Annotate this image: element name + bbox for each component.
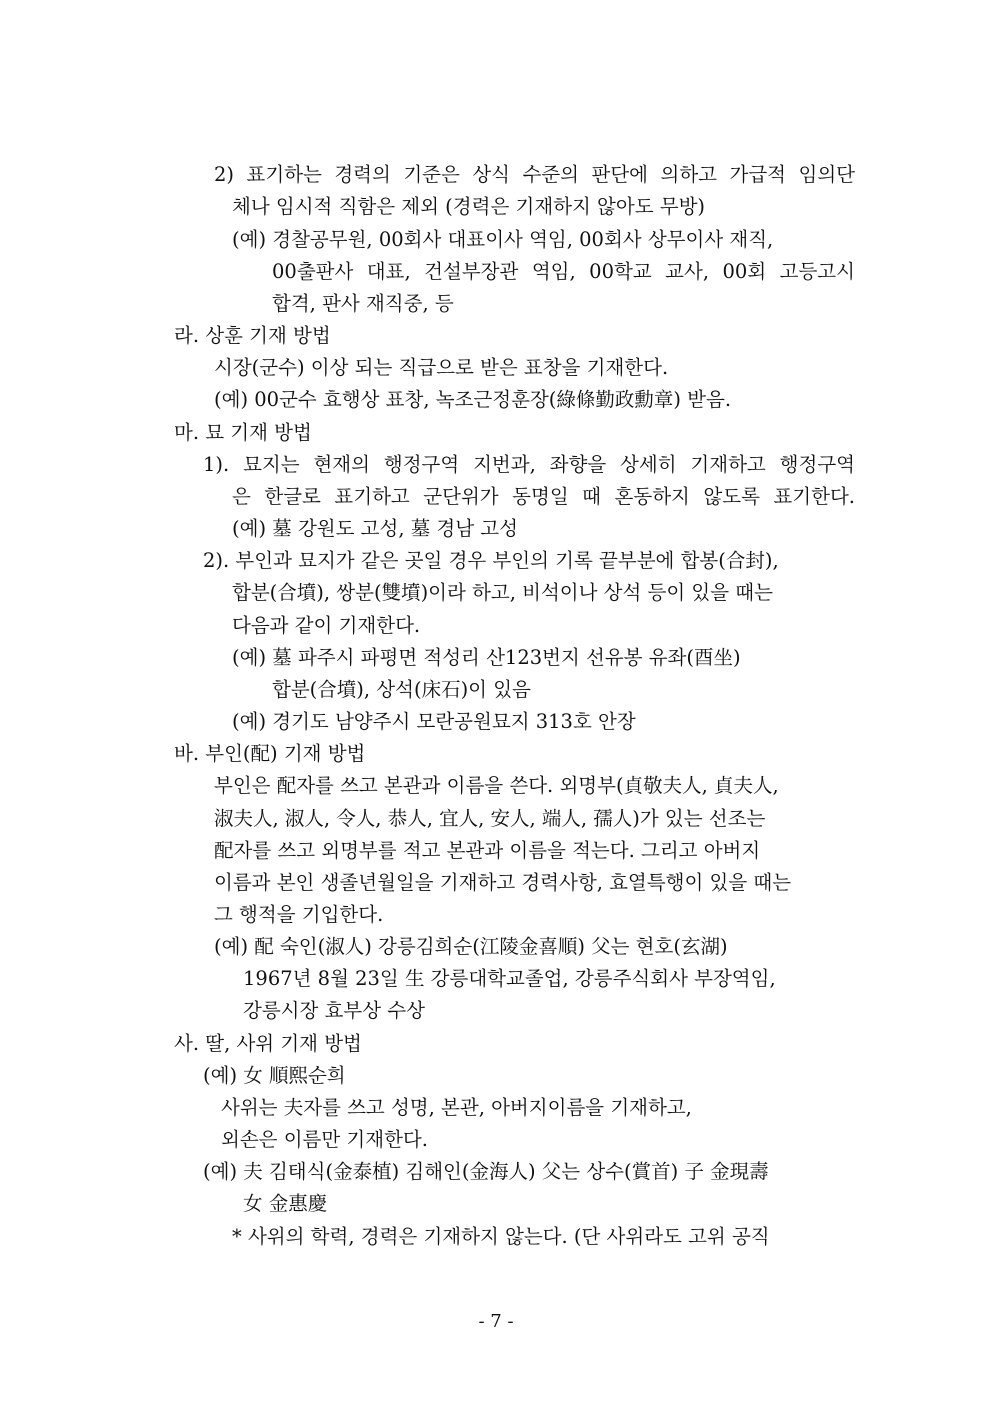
text-line: 2). 부인과 묘지가 같은 곳일 경우 부인의 기록 끝부분에 합봉(合封), (203, 549, 779, 572)
text-line: 합분(合墳), 상석(床石)이 있음 (272, 678, 531, 701)
text-line: 그 행적을 기입한다. (214, 903, 384, 926)
text-line: (예) 경기도 남양주시 모란공원묘지 313호 안장 (232, 710, 636, 733)
section-heading: 사. 딸, 사위 기재 방법 (174, 1032, 362, 1055)
section-heading: 마. 묘 기재 방법 (174, 421, 312, 444)
text-line: (예) 경찰공무원, 00회사 대표이사 역임, 00회사 상무이사 재직, (232, 228, 774, 251)
page-number: - 7 - (478, 1311, 514, 1332)
text-line: 합격, 판사 재직중, 등 (272, 292, 454, 315)
text-line: (예) 夫 김태식(金泰植) 김해인(金海人) 父는 상수(賞首) 子 金現壽 (203, 1160, 769, 1183)
text-line: (예) 墓 파주시 파평면 적성리 산123번지 선유봉 유좌(酉坐) (232, 646, 741, 669)
text-line: * 사위의 학력, 경력은 기재하지 않는다. (단 사위라도 고위 공직 (232, 1225, 770, 1248)
section-heading: 바. 부인(配) 기재 방법 (174, 742, 366, 765)
text-line: (예) 墓 강원도 고성, 墓 경남 고성 (232, 517, 518, 540)
text-line: 외손은 이름만 기재한다. (221, 1128, 428, 1151)
text-line: 1967년 8월 23일 生 강릉대학교졸업, 강릉주식회사 부장역임, (243, 967, 776, 990)
text-line: 시장(군수) 이상 되는 직급으로 받은 표창을 기재한다. (214, 356, 669, 379)
text-line: 2) 표기하는 경력의 기준은 상식 수준의 판단에 의하고 가급적 임의단 (214, 163, 855, 186)
text-line: (예) 女 順熙순희 (203, 1064, 346, 1087)
text-line: (예) 00군수 효행상 표창, 녹조근정훈장(綠條勤政勳章) 받음. (214, 388, 732, 411)
text-line: 1). 묘지는 현재의 행정구역 지번과, 좌향을 상세히 기재하고 행정구역 (203, 453, 855, 476)
text-line: 다음과 같이 기재한다. (232, 614, 421, 637)
text-line: 00출판사 대표, 건설부장관 역임, 00학교 교사, 00회 고등고시 (272, 260, 855, 283)
text-line: 체나 임시적 직함은 제외 (경력은 기재하지 않아도 무방) (232, 195, 706, 218)
text-line: 이름과 본인 생졸년월일을 기재하고 경력사항, 효열특행이 있을 때는 (214, 871, 792, 894)
text-line: (예) 配 숙인(淑人) 강릉김희순(江陵金喜順) 父는 현호(玄湖) (214, 935, 728, 958)
text-line: 淑夫人, 淑人, 令人, 恭人, 宜人, 安人, 端人, 孺人)가 있는 선조는 (214, 807, 766, 830)
text-line: 강릉시장 효부상 수상 (243, 999, 425, 1022)
text-line: 부인은 配자를 쓰고 본관과 이름을 쓴다. 외명부(貞敬夫人, 貞夫人, (214, 774, 779, 797)
text-line: 사위는 夫자를 쓰고 성명, 본관, 아버지이름을 기재하고, (221, 1096, 692, 1119)
text-line: 은 한글로 표기하고 군단위가 동명일 때 혼동하지 않도록 표기한다. (232, 485, 855, 508)
text-line: 女 金惠慶 (243, 1192, 328, 1215)
text-line: 합분(合墳), 쌍분(雙墳)이라 하고, 비석이나 상석 등이 있을 때는 (232, 581, 773, 604)
text-line: 配자를 쓰고 외명부를 적고 본관과 이름을 적는다. 그리고 아버지 (214, 839, 761, 862)
section-heading: 라. 상훈 기재 방법 (174, 324, 331, 347)
